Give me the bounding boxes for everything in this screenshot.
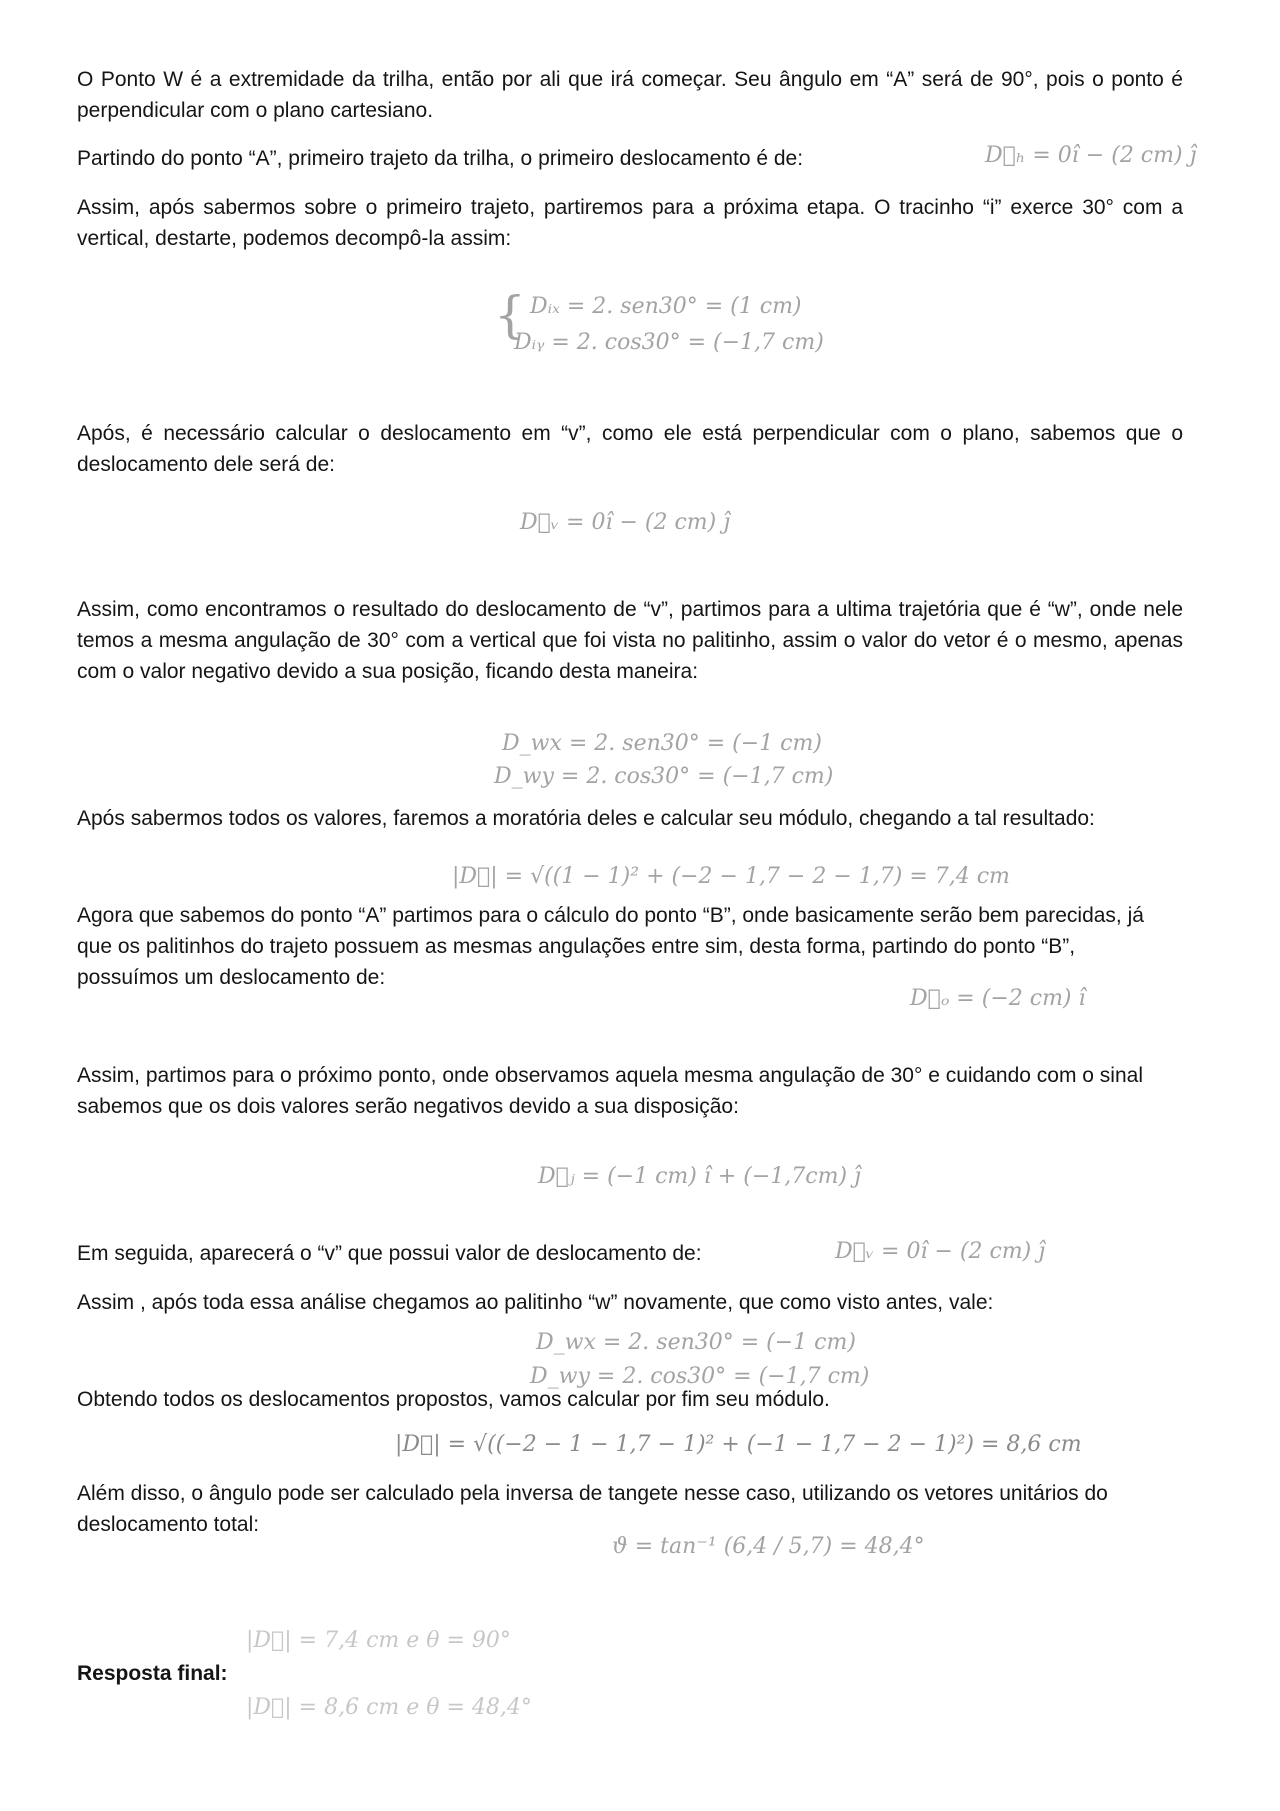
equation-dwy: D_wy = 2. cos30° = (−1,7 cm) (494, 764, 834, 789)
paragraph-point-b: Agora que sabemos do ponto “A” partimos para o cálculo do ponto “B”, onde basicamente serão bem parecidas, já que os palitinhos do trajeto possuem as mesmas angulações entre sim, desta forma, partindo do ponto “B”, possuímos um deslocamento de: (77, 904, 1144, 989)
paragraph-intro: O Ponto W é a extremidade da trilha, então por ali que irá começar. Seu ângulo em “A” será de 90°, pois o ponto é perpendicular com o plano cartesiano. (77, 68, 1183, 122)
equation-diy: Dᵢᵧ = 2. cos30° = (−1,7 cm) (514, 330, 824, 355)
paragraph-next-point: Assim, partimos para o próximo ponto, onde observamos aquela mesma angulação de 30° e cuidando com o sinal sabemos que os dois valores serão negativos devido a sua disposição: (77, 1064, 1143, 1118)
equation-module-a: |D⃗| = √((1 − 1)² + (−2 − 1,7 − 2 − 1,7) = 7,4 cm (452, 864, 1010, 889)
equation-dix: Dᵢₓ = 2. sen30° = (1 cm) (530, 294, 802, 319)
equation-dwx-2: D_wx = 2. sen30° = (−1 cm) (536, 1330, 856, 1355)
paragraph-angle: Além disso, o ângulo pode ser calculado pela inversa de tangete nesse caso, utilizando os vetores unitários do deslocamento total: (77, 1482, 1108, 1536)
equation-final-a: |D⃗| = 7,4 cm e θ = 90° (246, 1628, 511, 1653)
final-answer-label: Resposta final: (77, 1662, 228, 1685)
paragraph-all-displacements: Obtendo todos os deslocamentos propostos, vamos calcular por fim seu módulo. (77, 1388, 830, 1411)
equation-theta: ϑ = tan⁻¹ (6,4 / 5,7) = 48,4° (612, 1534, 925, 1559)
equation-do: D⃗ₒ = (−2 cm) î (910, 986, 1086, 1011)
equation-dj: D⃗ⱼ = (−1 cm) î + (−1,7cm) ĵ (538, 1164, 861, 1189)
paragraph-v-again: Em seguida, aparecerá o “v” que possui valor de deslocamento de: (77, 1242, 702, 1265)
equation-dv-2: D⃗ᵥ = 0î − (2 cm) ĵ (835, 1239, 1046, 1264)
equation-final-b: |D⃗| = 8,6 cm e θ = 48,4° (246, 1695, 532, 1720)
paragraph-w-again: Assim , após toda essa análise chegamos ao palitinho “w” novamente, que como visto antes, vale: (77, 1291, 994, 1314)
paragraph-first-displacement: Partindo do ponto “A”, primeiro trajeto da trilha, o primeiro deslocamento é de: (77, 147, 804, 170)
equation-dwy-2: D_wy = 2. cos30° = (−1,7 cm) (530, 1364, 870, 1389)
equation-dv: D⃗ᵥ = 0î − (2 cm) ĵ (520, 510, 731, 535)
paragraph-w-trajectory: Assim, como encontramos o resultado do deslocamento de “v”, partimos para a ultima trajetória que é “w”, onde nele temos a mesma angulação de 30° com a vertical que foi vista no palitinho, assim o valor do vetor é o mesmo, apenas com o valor negativo devido a sua posição, ficando desta maneira: (77, 598, 1183, 683)
brace-symbol: { (494, 286, 526, 344)
equation-module-b: |D⃗| = √((−2 − 1 − 1,7 − 1)² + (−1 − 1,7 − 2 − 1)²) = 8,6 cm (395, 1432, 1082, 1457)
equation-dwx: D_wx = 2. sen30° = (−1 cm) (502, 731, 822, 756)
paragraph-decompose: Assim, após sabermos sobre o primeiro trajeto, partiremos para a próxima etapa. O tracinho “i” exerce 30° com a vertical, destarte, podemos decompô-la assim: (77, 196, 1183, 250)
equation-dh: D⃗ₕ = 0î − (2 cm) ĵ (985, 143, 1197, 168)
paragraph-v-displacement: Após, é necessário calcular o deslocamento em “v”, como ele está perpendicular com o plano, sabemos que o deslocamento dele será de: (77, 422, 1183, 476)
paragraph-module: Após sabermos todos os valores, faremos a moratória deles e calcular seu módulo, chegando a tal resultado: (77, 807, 1095, 830)
